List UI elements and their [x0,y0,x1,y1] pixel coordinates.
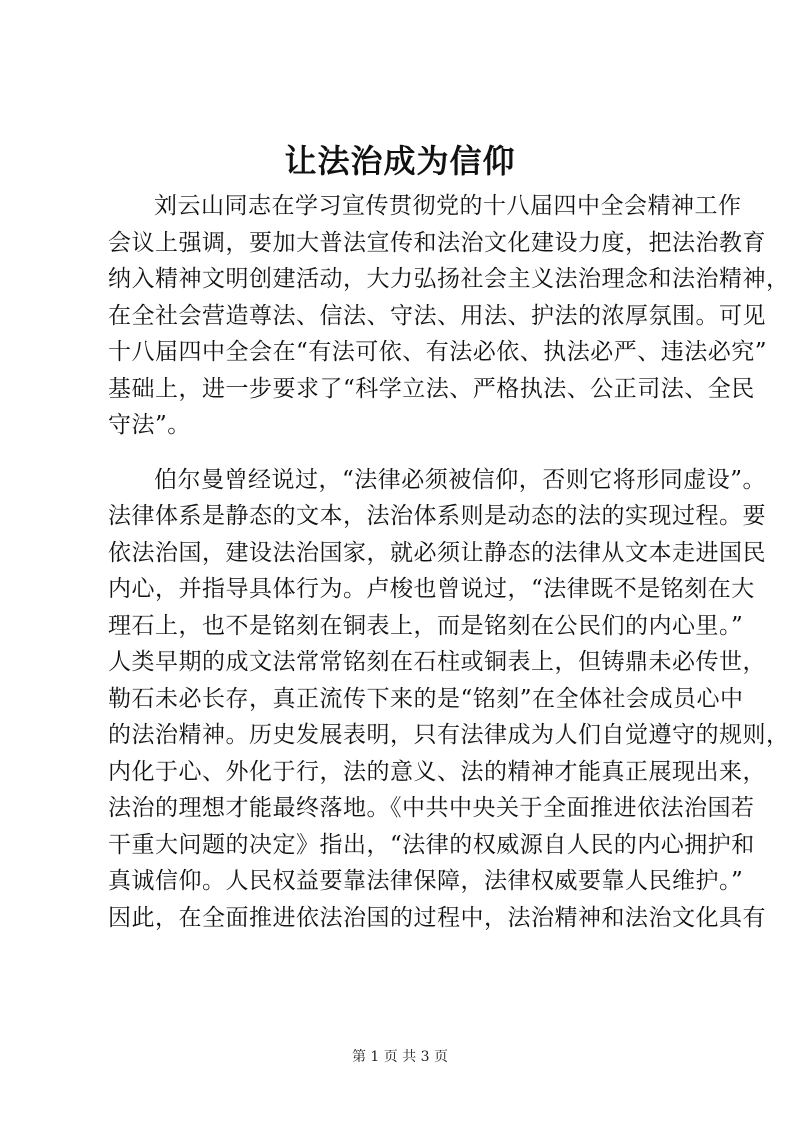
text-line: 十八届四中全会在“有法可依、有法必依、执法必严、违法必究” [108,339,768,365]
text-line: 纳入精神文明创建活动，大力弘扬社会主义法治理念和法治精神， [108,266,790,292]
text-line: 勒石未必长存，真正流传下来的是“铭刻”在全体社会成员心中 [108,685,744,712]
text-line: 基础上，进一步要求了“科学立法、严格执法、公正司法、全民 [108,375,755,402]
text-line: 理石上，也不是铭刻在铜表上，而是铭刻在公民们的内心里。” [108,612,744,639]
text-line: 人类早期的成文法常常铭刻在石柱或铜表上，但铸鼎未必传世， [108,649,766,675]
text-line: 刘云山同志在学习宣传贯彻党的十八届四中全会精神工作 [154,193,742,219]
page-title: 让法治成为信仰 [284,142,516,180]
text-line: 依法治国，建设法治国家，就必须让静态的法律从文本走进国民 [108,539,766,566]
text-line: 守法”。 [108,412,191,438]
text-line: 会议上强调，要加大普法宣传和法治文化建设力度，把法治教育 [108,229,766,256]
paragraph-1 [108,188,790,444]
text-line: 因此，在全面推进依法治国的过程中，法治精神和法治文化具有 [108,904,766,931]
text-line: 在全社会营造尊法、信法、守法、用法、护法的浓厚氛围。可见 [108,302,766,329]
text-line: 伯尔曼曾经说过，“法律必须被信仰，否则它将形同虚设”。 [154,466,767,493]
text-line: 内化于心、外化于行，法的意义、法的精神才能真正展现出来， [108,758,766,785]
text-line: 内心，并指导具体行为。卢梭也曾说过，“法律既不是铭刻在大 [108,576,755,602]
text-line: 法治的理想才能最终落地。《中共中央关于全面推进依法治国若 [108,795,755,821]
text-line: 真诚信仰。人民权益要靠法律保障，法律权威要靠人民维护。” [108,868,744,894]
text-line: 法律体系是静态的文本，法治体系则是动态的法的实现过程。要 [108,503,766,529]
page-number: 第 1 页 共 3 页 [351,1049,449,1065]
text-line: 干重大问题的决定》指出，“法律的权威源自人民的内心拥护和 [108,831,755,858]
paragraph-gap [108,444,698,462]
paragraph-2 [108,462,790,937]
text-line: 的法治精神。历史发展表明，只有法律成为人们自觉遵守的规则， [108,722,790,748]
document-body [108,188,790,936]
